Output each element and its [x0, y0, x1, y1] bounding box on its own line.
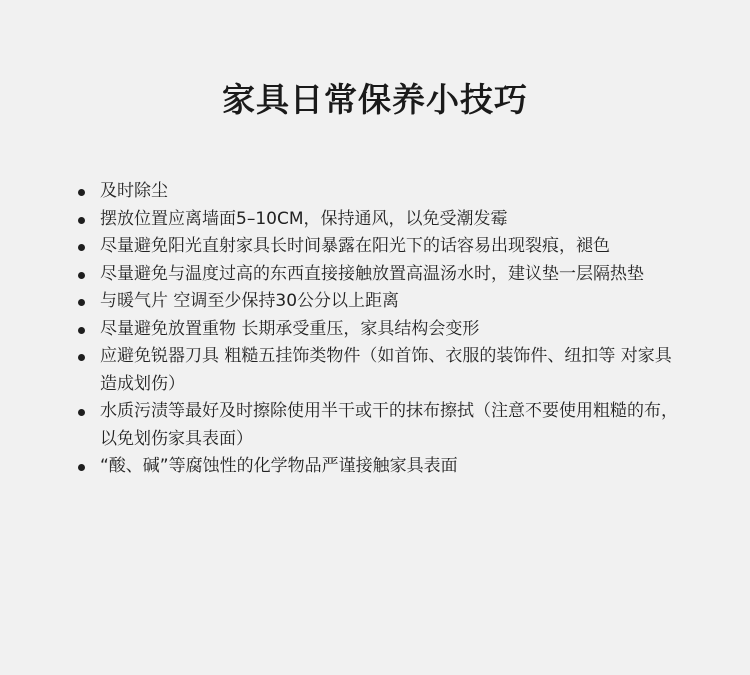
list-item [78, 178, 678, 206]
bullet-icon [78, 299, 85, 306]
bullet-icon [78, 464, 85, 471]
list-item-text: 应避免锐器刀具 粗糙五挂饰类物件（如首饰、衣服的装饰件、纽扣等 对家具造成划伤） [100, 346, 672, 394]
tips-list [78, 178, 678, 481]
bullet-icon [78, 409, 85, 416]
bullet-icon [78, 327, 85, 334]
bullet-icon [78, 189, 85, 196]
list-item [78, 261, 678, 289]
list-item-text: 水质污渍等最好及时擦除使用半干或干的抹布擦拭（注意不要使用粗糙的布，以免划伤家具表面） [100, 401, 678, 449]
list-item-text: 尽量避免阳光直射家具长时间暴露在阳光下的话容易出现裂痕，褪色 [100, 236, 610, 256]
list-item-text: 与暖气片 空调至少保持30公分以上距离 [100, 291, 400, 311]
bullet-icon [78, 217, 85, 224]
list-item [78, 233, 678, 261]
list-item [78, 316, 678, 344]
list-item-text: 尽量避免放置重物 长期承受重压，家具结构会变形 [100, 318, 480, 339]
bullet-icon [78, 272, 85, 279]
list-item [78, 206, 678, 234]
list-item-text: 摆放位置应离墙面5–10CM，保持通风，以免受潮发霉 [100, 208, 508, 229]
list-item-text: “酸、碱”等腐蚀性的化学物品严谨接触家具表面 [100, 456, 458, 476]
list-item [78, 453, 678, 481]
list-item [78, 288, 678, 316]
bullet-icon [78, 244, 85, 251]
list-item [78, 343, 678, 398]
page-title: 家具日常保养小技巧 [222, 80, 528, 119]
list-item [78, 398, 678, 453]
list-item-text: 尽量避免与温度过高的东西直接接触放置高温汤水时，建议垫一层隔热垫 [100, 263, 644, 284]
list-item-text: 及时除尘 [100, 181, 168, 201]
bullet-icon [78, 354, 85, 361]
